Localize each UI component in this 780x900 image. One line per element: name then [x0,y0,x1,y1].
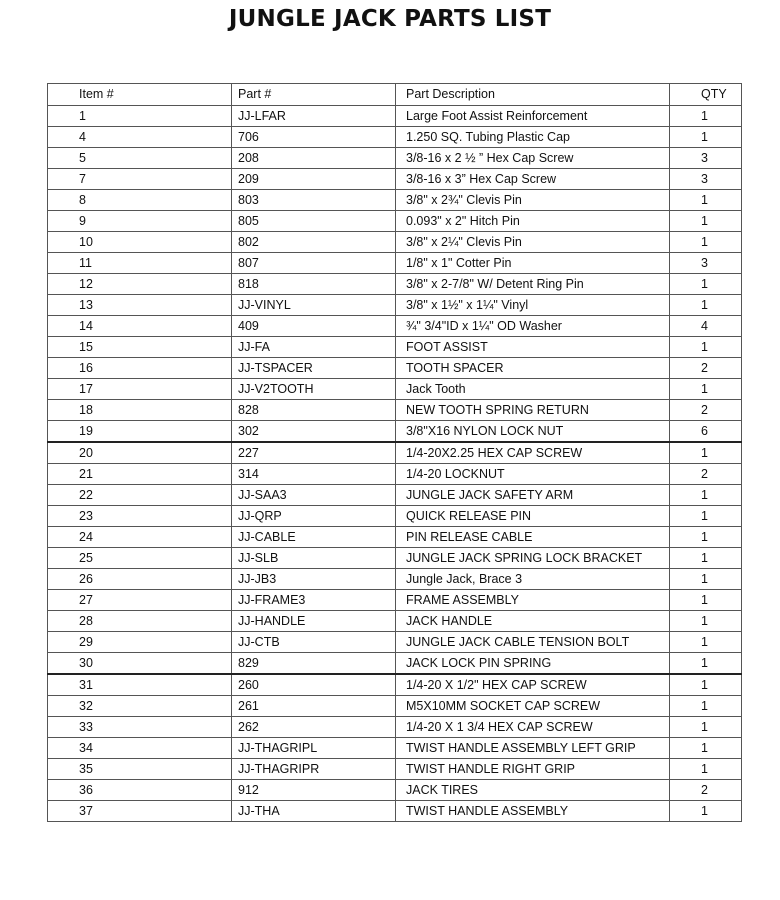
part-number-cell: JJ-JB3 [232,569,396,590]
part-number-cell: 227 [232,442,396,464]
qty-cell: 1 [670,295,742,316]
item-number-cell: 19 [48,421,232,443]
table-row [48,738,742,759]
item-number-cell: 17 [48,379,232,400]
item-number-cell: 12 [48,274,232,295]
part-description-cell: 3/8" x 2-7/8" W/ Detent Ring Pin [396,274,670,295]
table-row [48,611,742,632]
part-description-cell: 1/4-20 LOCKNUT [396,464,670,485]
part-number-cell: 803 [232,190,396,211]
qty-cell: 1 [670,106,742,127]
item-number-cell: 1 [48,106,232,127]
part-description-cell: JUNGLE JACK SAFETY ARM [396,485,670,506]
table-row [48,801,742,822]
qty-cell: 1 [670,590,742,611]
item-number-cell: 32 [48,696,232,717]
table-row [48,169,742,190]
part-description-cell: JACK HANDLE [396,611,670,632]
qty-cell: 1 [670,190,742,211]
part-description-cell: JACK TIRES [396,780,670,801]
part-number-cell: JJ-LFAR [232,106,396,127]
table-row [48,400,742,421]
part-description-cell: 3/8-16 x 2 ½ ” Hex Cap Screw [396,148,670,169]
table-row [48,548,742,569]
part-description-cell: NEW TOOTH SPRING RETURN [396,400,670,421]
parts-table [47,83,742,822]
qty-cell: 1 [670,569,742,590]
table-row [48,485,742,506]
header-part-description: Part Description [396,84,670,106]
table-row [48,106,742,127]
item-number-cell: 18 [48,400,232,421]
part-description-cell: 3/8" x 2¾" Clevis Pin [396,190,670,211]
part-description-cell: 1/4-20 X 1/2" HEX CAP SCREW [396,674,670,696]
item-number-cell: 36 [48,780,232,801]
item-number-cell: 8 [48,190,232,211]
table-row [48,464,742,485]
table-row [48,379,742,400]
item-number-cell: 14 [48,316,232,337]
item-number-cell: 16 [48,358,232,379]
qty-cell: 1 [670,379,742,400]
part-description-cell: JUNGLE JACK CABLE TENSION BOLT [396,632,670,653]
table-row [48,148,742,169]
table-row [48,316,742,337]
qty-cell: 1 [670,337,742,358]
part-number-cell: 209 [232,169,396,190]
part-description-cell: FRAME ASSEMBLY [396,590,670,611]
table-row [48,211,742,232]
qty-cell: 1 [670,653,742,675]
table-row [48,253,742,274]
qty-cell: 6 [670,421,742,443]
table-row [48,421,742,443]
part-description-cell: Jack Tooth [396,379,670,400]
qty-cell: 1 [670,717,742,738]
table-row [48,717,742,738]
part-description-cell: FOOT ASSIST [396,337,670,358]
part-number-cell: JJ-THAGRIPR [232,759,396,780]
qty-cell: 3 [670,169,742,190]
header-part-number: Part # [232,84,396,106]
header-qty: QTY [670,84,742,106]
part-number-cell: 829 [232,653,396,675]
item-number-cell: 7 [48,169,232,190]
part-number-cell: 802 [232,232,396,253]
item-number-cell: 26 [48,569,232,590]
part-description-cell: Jungle Jack, Brace 3 [396,569,670,590]
item-number-cell: 11 [48,253,232,274]
qty-cell: 1 [670,442,742,464]
item-number-cell: 5 [48,148,232,169]
part-number-cell: 828 [232,400,396,421]
item-number-cell: 24 [48,527,232,548]
table-row [48,759,742,780]
part-description-cell: 3/8" x 1½" x 1¼" Vinyl [396,295,670,316]
part-number-cell: JJ-HANDLE [232,611,396,632]
item-number-cell: 28 [48,611,232,632]
part-number-cell: 262 [232,717,396,738]
part-number-cell: JJ-CTB [232,632,396,653]
part-description-cell: 1/8" x 1" Cotter Pin [396,253,670,274]
item-number-cell: 37 [48,801,232,822]
item-number-cell: 21 [48,464,232,485]
item-number-cell: 33 [48,717,232,738]
qty-cell: 1 [670,759,742,780]
qty-cell: 1 [670,211,742,232]
qty-cell: 4 [670,316,742,337]
item-number-cell: 22 [48,485,232,506]
item-number-cell: 25 [48,548,232,569]
part-description-cell: 1.250 SQ. Tubing Plastic Cap [396,127,670,148]
part-number-cell: JJ-FRAME3 [232,590,396,611]
table-row [48,632,742,653]
item-number-cell: 10 [48,232,232,253]
part-number-cell: 912 [232,780,396,801]
part-number-cell: JJ-V2TOOTH [232,379,396,400]
item-number-cell: 30 [48,653,232,675]
table-row [48,590,742,611]
item-number-cell: 31 [48,674,232,696]
part-number-cell: JJ-VINYL [232,295,396,316]
part-number-cell: JJ-FA [232,337,396,358]
part-number-cell: JJ-SAA3 [232,485,396,506]
part-number-cell: 807 [232,253,396,274]
part-number-cell: 208 [232,148,396,169]
part-number-cell: JJ-SLB [232,548,396,569]
item-number-cell: 20 [48,442,232,464]
part-number-cell: JJ-CABLE [232,527,396,548]
table-row [48,653,742,675]
qty-cell: 2 [670,464,742,485]
qty-cell: 2 [670,358,742,379]
qty-cell: 1 [670,232,742,253]
part-description-cell: 1/4-20X2.25 HEX CAP SCREW [396,442,670,464]
part-description-cell: TOOTH SPACER [396,358,670,379]
table-row [48,569,742,590]
qty-cell: 1 [670,506,742,527]
qty-cell: 1 [670,274,742,295]
part-description-cell: JUNGLE JACK SPRING LOCK BRACKET [396,548,670,569]
table-row [48,674,742,696]
qty-cell: 1 [670,738,742,759]
part-number-cell: JJ-TSPACER [232,358,396,379]
table-row [48,780,742,801]
table-header-row [48,84,742,106]
part-description-cell: 3/8-16 x 3” Hex Cap Screw [396,169,670,190]
item-number-cell: 9 [48,211,232,232]
qty-cell: 1 [670,485,742,506]
part-description-cell: M5X10MM SOCKET CAP SCREW [396,696,670,717]
part-description-cell: TWIST HANDLE RIGHT GRIP [396,759,670,780]
part-description-cell: JACK LOCK PIN SPRING [396,653,670,675]
qty-cell: 3 [670,148,742,169]
item-number-cell: 27 [48,590,232,611]
item-number-cell: 4 [48,127,232,148]
qty-cell: 2 [670,780,742,801]
part-description-cell: PIN RELEASE CABLE [396,527,670,548]
table-row [48,696,742,717]
part-description-cell: Large Foot Assist Reinforcement [396,106,670,127]
table-row [48,190,742,211]
item-number-cell: 34 [48,738,232,759]
table-row [48,358,742,379]
item-number-cell: 13 [48,295,232,316]
qty-cell: 1 [670,674,742,696]
table-row [48,295,742,316]
part-description-cell: QUICK RELEASE PIN [396,506,670,527]
qty-cell: 2 [670,400,742,421]
item-number-cell: 15 [48,337,232,358]
table-row [48,127,742,148]
table-row [48,232,742,253]
part-description-cell: 3/8"X16 NYLON LOCK NUT [396,421,670,443]
table-row [48,506,742,527]
table-row [48,527,742,548]
qty-cell: 1 [670,696,742,717]
part-number-cell: JJ-THA [232,801,396,822]
item-number-cell: 29 [48,632,232,653]
qty-cell: 1 [670,611,742,632]
part-number-cell: 805 [232,211,396,232]
part-description-cell: TWIST HANDLE ASSEMBLY [396,801,670,822]
item-number-cell: 35 [48,759,232,780]
part-description-cell: ¾" 3/4"ID x 1¼" OD Washer [396,316,670,337]
page-title: JUNGLE JACK PARTS LIST [228,6,552,32]
qty-cell: 1 [670,127,742,148]
qty-cell: 1 [670,548,742,569]
part-number-cell: JJ-THAGRIPL [232,738,396,759]
part-number-cell: 706 [232,127,396,148]
part-description-cell: 0.093" x 2" Hitch Pin [396,211,670,232]
part-description-cell: 3/8" x 2¼" Clevis Pin [396,232,670,253]
qty-cell: 1 [670,632,742,653]
item-number-cell: 23 [48,506,232,527]
part-number-cell: 260 [232,674,396,696]
part-number-cell: 302 [232,421,396,443]
qty-cell: 3 [670,253,742,274]
table-row [48,274,742,295]
part-number-cell: 409 [232,316,396,337]
qty-cell: 1 [670,801,742,822]
qty-cell: 1 [670,527,742,548]
header-item-number: Item # [48,84,232,106]
part-description-cell: 1/4-20 X 1 3/4 HEX CAP SCREW [396,717,670,738]
part-number-cell: 314 [232,464,396,485]
table-row [48,337,742,358]
part-number-cell: 261 [232,696,396,717]
part-number-cell: 818 [232,274,396,295]
part-description-cell: TWIST HANDLE ASSEMBLY LEFT GRIP [396,738,670,759]
table-row [48,442,742,464]
part-number-cell: JJ-QRP [232,506,396,527]
